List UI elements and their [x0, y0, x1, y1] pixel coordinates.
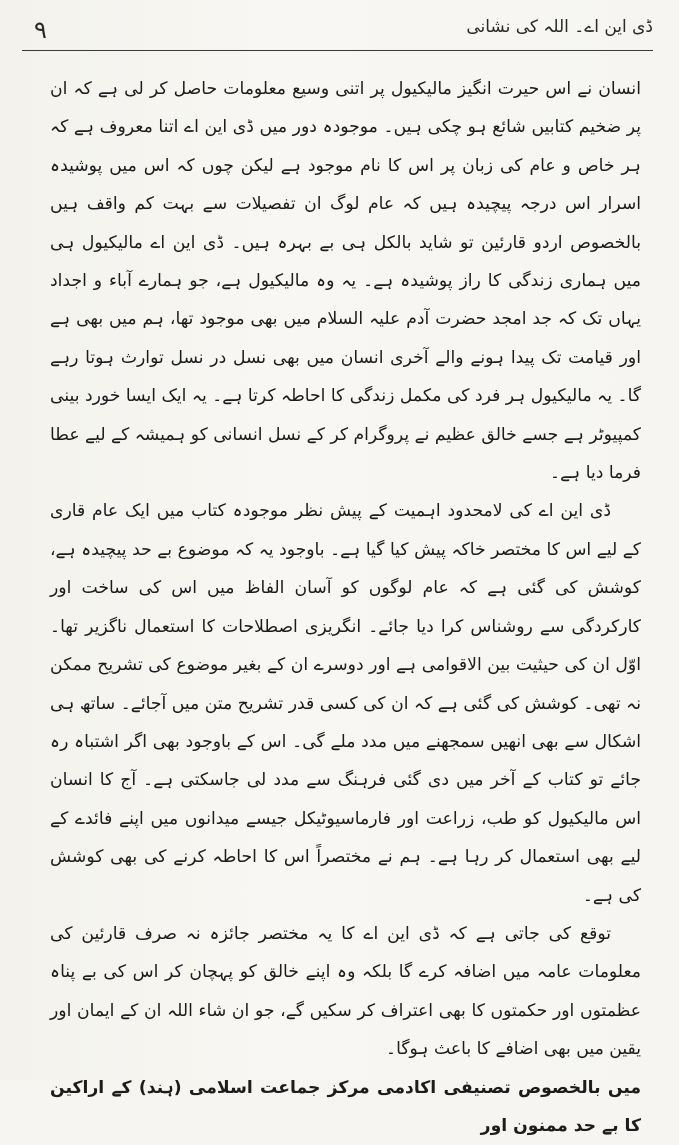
paragraph-4-text: میں بالخصوص تصنیفی اکادمی مرکز جماعت اسلامی (ہند) کے اراکین کا بے حد ممنون اور: [50, 1077, 641, 1136]
paragraph-3: [50, 915, 641, 1069]
body-text: [50, 70, 641, 1145]
running-title: ڈی این اے۔ اللہ کی نشانی: [466, 17, 653, 37]
paragraph-2-text: ڈی این اے کی لامحدود اہمیت کے پیش نظر موجودہ کتاب میں ایک عام قاری کے لیے اس کا مختصر خاکہ پیش کیا گیا ہے۔ باوجود یہ کہ موضوع بے حد پیچیدہ ہے، کوشش کی گئی ہے کہ عام لوگوں کو آسان الفاظ میں اس کی ساخت اور کارکردگی سے روشناس کرا دیا جائے۔ انگریزی اصطلاحات کا استعمال ناگزیر تھا۔ اوّل ان کی حیثیت بین الاقوامی ہے اور دوسرے ان کے بغیر موضوع کی تشریح ممکن نہ تھی۔ کوشش کی گئی ہے کہ ان کی کسی قدر تشریح متن میں آجائے۔ ساتھ ہی اشکال سے بھی انھیں سمجھنے میں مدد ملے گی۔ اس کے باوجود بھی اگر اشتباہ رہ جائے تو کتاب کے آخر میں دی گئی فرہنگ سے مدد لی جاسکتی ہے۔ آج کا انسان اس مالیکیول کو طب، زراعت اور فارماسیوٹیکل جیسے میدانوں میں اپنے فائدے کے لیے بھی استعمال کر رہا ہے۔ ہم نے مختصراً اس کا احاطہ کرنے کی بھی کوشش کی ہے۔: [50, 501, 641, 906]
paragraph-3-text: توقع کی جاتی ہے کہ ڈی این اے کا یہ مختصر جائزہ نہ صرف قارئین کی معلومات عامہ میں اضافہ کرے گا بلکہ وہ اپنے خالق کو پہچان کر اس کی بے پناہ عظمتوں اور حکمتوں کا بھی اعتراف کر سکیں گے، جو ان شاء اللہ ان کے ایمان اور یقین میں بھی اضافے کا باعث ہوگا۔: [50, 923, 641, 1060]
header-rule: [22, 50, 653, 51]
paragraph-1-text: انسان نے اس حیرت انگیز مالیکیول پر اتنی وسیع معلومات حاصل کر لی ہے کہ ان پر ضخیم کتابیں شائع ہو چکی ہیں۔ موجودہ دور میں ڈی این اے اتنا معروف ہے کہ ہر خاص و عام کی زبان پر اس کا نام موجود ہے لیکن چوں کہ اس میں پوشیدہ اسرار اس درجہ پیچیدہ ہیں کہ عام لوگ ان تفصیلات سے بہت کم واقف ہیں بالخصوص اردو قارئین تو شاید بالکل ہی بے بہرہ ہیں۔ ڈی این اے مالیکیول ہی میں ہماری زندگی کا راز پوشیدہ ہے۔ یہ وہ مالیکیول ہے، جو ہمارے آباء و اجداد یہاں تک کہ جد امجد حضرت آدم علیہ السلام میں بھی موجود تھا، ہم میں بھی ہے اور قیامت تک پیدا ہونے والے آخری انسان میں بھی نسل در نسل توارث ہوتا رہے گا۔ یہ مالیکیول ہر فرد کی مکمل زندگی کا احاطہ کرتا ہے۔ یہ ایک ایسا خورد بینی کمپیوٹر ہے جسے خالق عظیم نے پروگرام کر کے نسل انسانی کو ہمیشہ کے لیے عطا فرما دیا ہے۔: [50, 79, 641, 484]
paragraph-2: [50, 492, 641, 914]
paragraph-4: [50, 1069, 641, 1145]
page-header: [22, 14, 653, 46]
page-number: ۹: [34, 16, 47, 44]
paragraph-1: [50, 70, 641, 492]
